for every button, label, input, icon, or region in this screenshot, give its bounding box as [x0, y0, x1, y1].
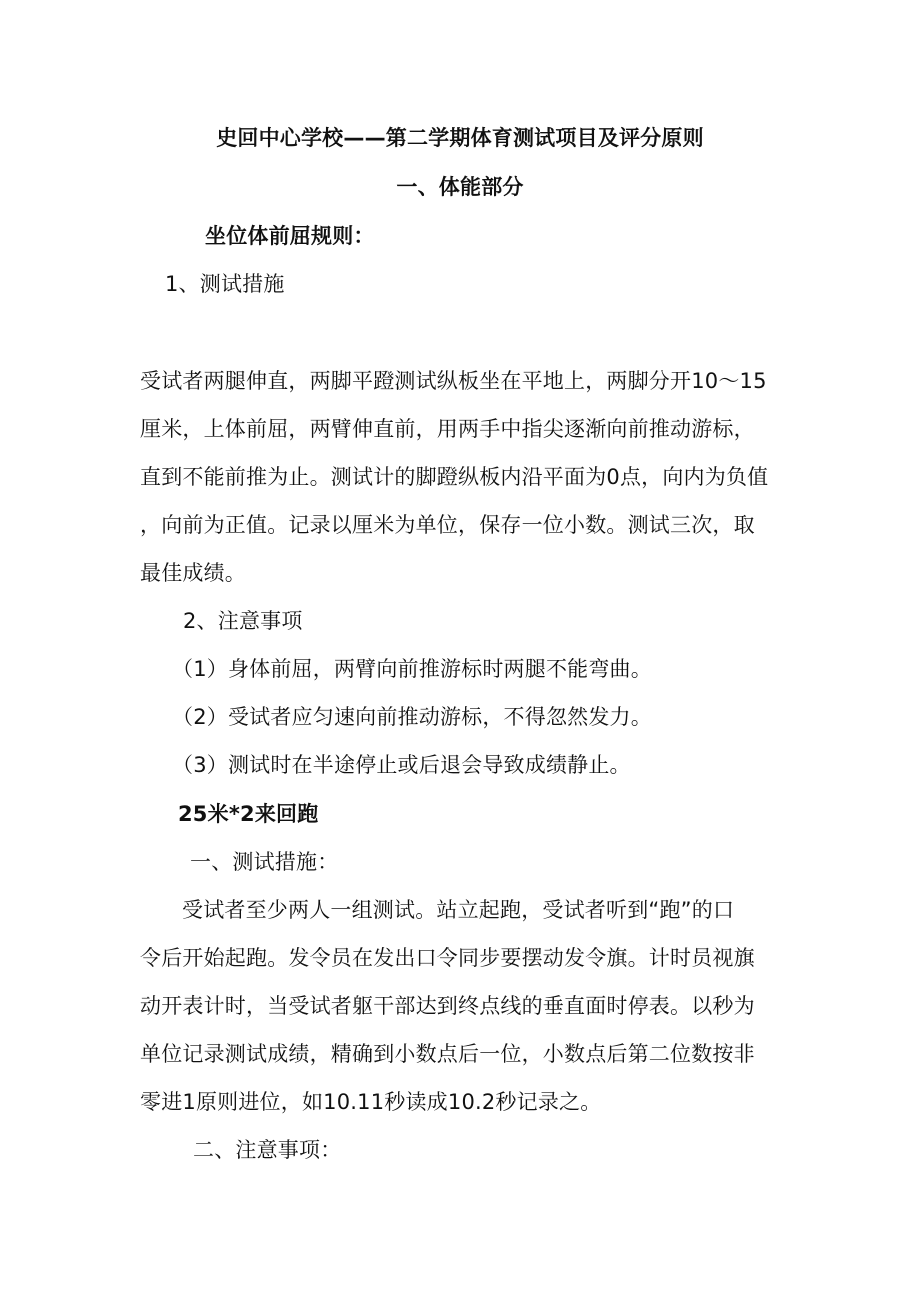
- paragraph-line: 零进1原则进位，如10.11秒读成10.2秒记录之。: [140, 1090, 602, 1114]
- paragraph-line: ，向前为正值。记录以厘米为单位，保存一位小数。测试三次，取: [140, 513, 755, 537]
- paragraph-line: 动开表计时，当受试者躯干部达到终点线的垂直面时停表。以秒为: [140, 994, 755, 1018]
- sit-reach-notes-heading: 2、注意事项: [183, 609, 303, 633]
- note-item: （1）身体前屈，两臂向前推游标时两腿不能弯曲。: [172, 657, 652, 681]
- sit-reach-heading: 坐位体前屈规则：: [205, 224, 375, 248]
- paragraph-line: 受试者至少两人一组测试。站立起跑，受试者听到“跑”的口: [182, 898, 735, 922]
- paragraph-line: 单位记录测试成绩，精确到小数点后一位，小数点后第二位数按非: [140, 1042, 755, 1066]
- document-title: 史回中心学校——第二学期体育测试项目及评分原则: [216, 126, 704, 150]
- paragraph-line: 令后开始起跑。发令员在发出口令同步要摆动发令旗。计时员视旗: [140, 946, 755, 970]
- shuttle-run-method-heading: 一、测试措施：: [190, 850, 339, 874]
- paragraph-line: 直到不能前推为止。测试计的脚蹬纵板内沿平面为0点，向内为负值: [140, 465, 769, 489]
- paragraph-line: 最佳成绩。: [140, 561, 246, 585]
- sit-reach-method-heading: 1、测试措施: [165, 272, 285, 296]
- shuttle-run-notes-heading: 二、注意事项：: [193, 1138, 342, 1162]
- shuttle-run-heading: 25米*2来回跑: [178, 802, 319, 826]
- paragraph-line: 厘米，上体前屈，两臂伸直前，用两手中指尖逐渐向前推动游标，: [140, 417, 755, 441]
- note-item: （2）受试者应匀速向前推动游标，不得忽然发力。: [172, 705, 652, 729]
- note-item: （3）测试时在半途停止或后退会导致成绩静止。: [172, 753, 631, 777]
- paragraph-line: 受试者两腿伸直，两脚平蹬测试纵板坐在平地上，两脚分开10～15: [140, 369, 767, 393]
- section-heading: 一、体能部分: [396, 175, 524, 199]
